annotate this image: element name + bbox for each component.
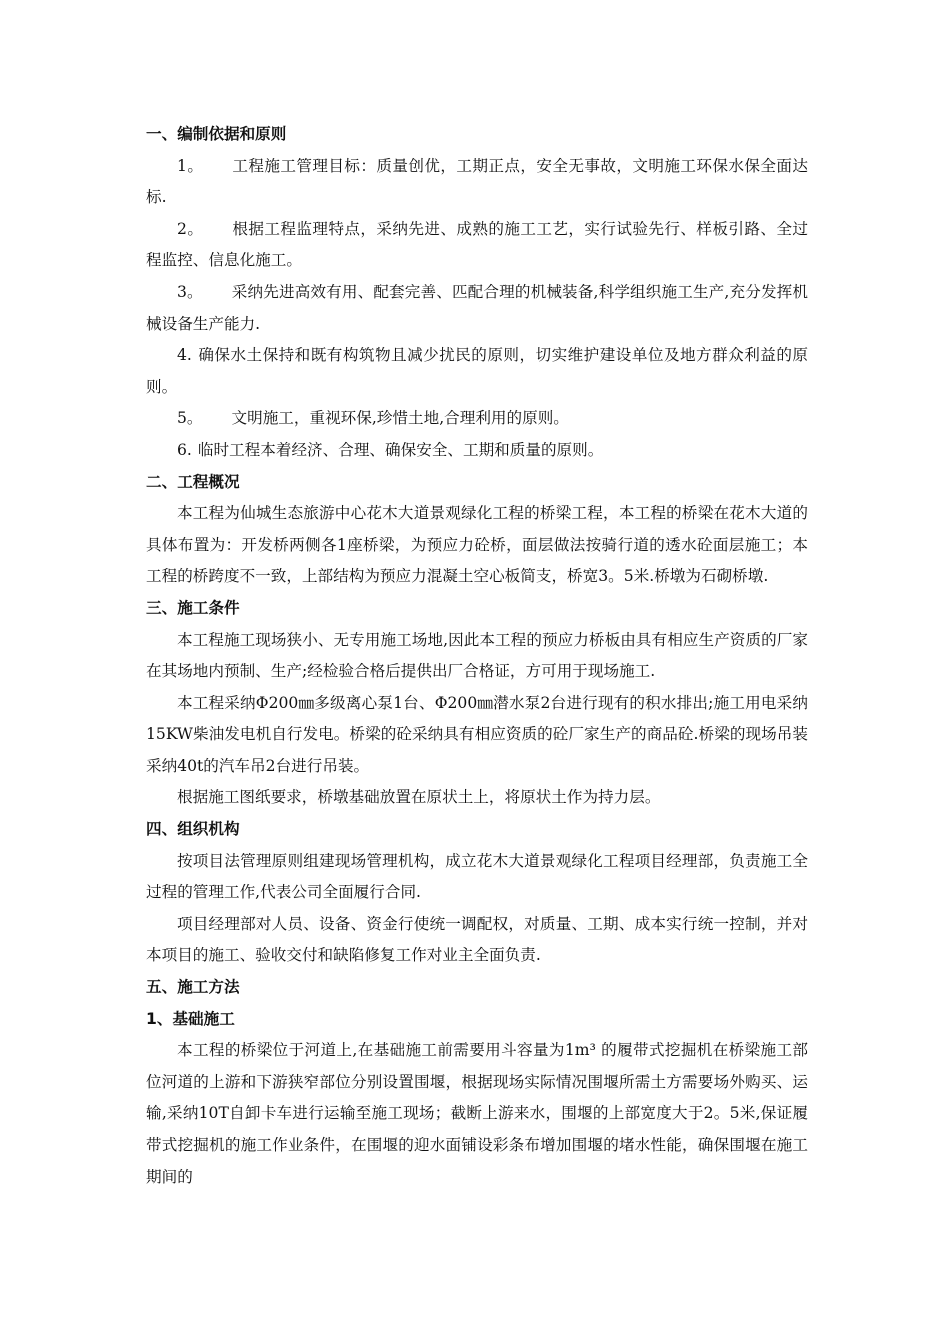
- item-text: 根据工程监理特点，采纳先进、成熟的施工工艺，实行试验先行、样板引路、全过程监控、信息化施工。: [146, 219, 808, 270]
- item-number: 4.: [177, 346, 192, 365]
- section-heading-3: 三、施工条件: [146, 598, 240, 617]
- item-text: 采纳先进高效有用、配套完善、匹配合理的机械装备,科学组织施工生产,充分发挥机械设备生产能力.: [146, 282, 808, 333]
- item-number: 6.: [177, 440, 192, 459]
- item-text: 确保水土保持和既有构筑物且减少扰民的原则，切实维护建设单位及地方群众利益的原则。: [146, 346, 808, 396]
- section-heading-1: 一、编制依据和原则: [146, 125, 287, 143]
- section-heading-5: 五、施工方法: [146, 978, 240, 997]
- conditions-paragraph-2: 本工程采纳Φ200㎜多级离心泵1台、Φ200㎜潜水泵2台进行现有的积水排出;施工用电采纳15KW柴油发电机自行发电。桥梁的砼采纳具有相应资质的砼厂家生产的商品砼.桥梁的现场吊装采纳40t的汽车吊2台进行吊装。: [146, 693, 808, 775]
- organization-paragraph-1: 按项目法管理原则组建现场管理机构，成立花木大道景观绿化工程项目经理部，负责施工全过程的管理工作,代表公司全面履行合同.: [146, 851, 808, 902]
- organization-paragraph-2: 项目经理部对人员、设备、资金行使统一调配权，对质量、工期、成本实行统一控制，并对本项目的施工、验收交付和缺陷修复工作对业主全面负责.: [146, 914, 808, 965]
- item-text: 临时工程本着经济、合理、确保安全、工期和质量的原则。: [197, 440, 604, 459]
- principle-item-4: [146, 340, 808, 403]
- section-heading-2: 二、工程概况: [146, 472, 240, 491]
- item-number: 1。: [177, 156, 204, 175]
- principle-item-3: [146, 277, 808, 340]
- principle-item-6: [146, 435, 808, 467]
- item-text: 工程施工管理目标：质量创优，工期正点，安全无事故，文明施工环保水保全面达标.: [146, 156, 808, 207]
- overview-paragraph: 本工程为仙城生态旅游中心花木大道景观绿化工程的桥梁工程，本工程的桥梁在花木大道的具体布置为：开发桥两侧各1座桥梁，为预应力砼桥，面层做法按骑行道的透水砼面层施工；本工程的桥跨度不一致，上部结构为预应力混凝土空心板简支，桥宽3。5米.桥墩为石砌桥墩.: [146, 504, 808, 586]
- subsection-heading-foundation: 1、基础施工: [146, 1009, 235, 1028]
- conditions-paragraph-1: 本工程施工现场狭小、无专用施工场地,因此本工程的预应力桥板由具有相应生产资质的厂家在其场地内预制、生产;经检验合格后提供出厂合格证，方可用于现场施工.: [146, 630, 808, 681]
- document-body: [146, 119, 808, 1193]
- principle-item-1: [146, 151, 808, 214]
- item-number: 5。: [177, 409, 203, 428]
- item-number: 3。: [177, 282, 203, 301]
- item-number: 2。: [177, 219, 204, 238]
- principle-item-5: [146, 403, 808, 435]
- section-heading-4: 四、组织机构: [146, 820, 240, 839]
- item-text: 文明施工，重视环保,珍惜土地,合理利用的原则。: [231, 409, 569, 428]
- principle-item-2: [146, 214, 808, 277]
- conditions-paragraph-3: 根据施工图纸要求，桥墩基础放置在原状土上，将原状土作为持力层。: [177, 788, 661, 807]
- foundation-paragraph: 本工程的桥梁位于河道上,在基础施工前需要用斗容量为1m³ 的履带式挖掘机在桥梁施工部位河道的上游和下游狭窄部位分别设置围堰，根据现场实际情况围堰所需土方需要场外购买、运输,采纳10T自卸卡车进行运输至施工现场；截断上游来水，围堰的上部宽度大于2。5米,保证履带式挖掘机的施工作业条件，在围堰的迎水面铺设彩条布增加围堰的堵水性能，确保围堰在施工期间的: [146, 1041, 808, 1186]
